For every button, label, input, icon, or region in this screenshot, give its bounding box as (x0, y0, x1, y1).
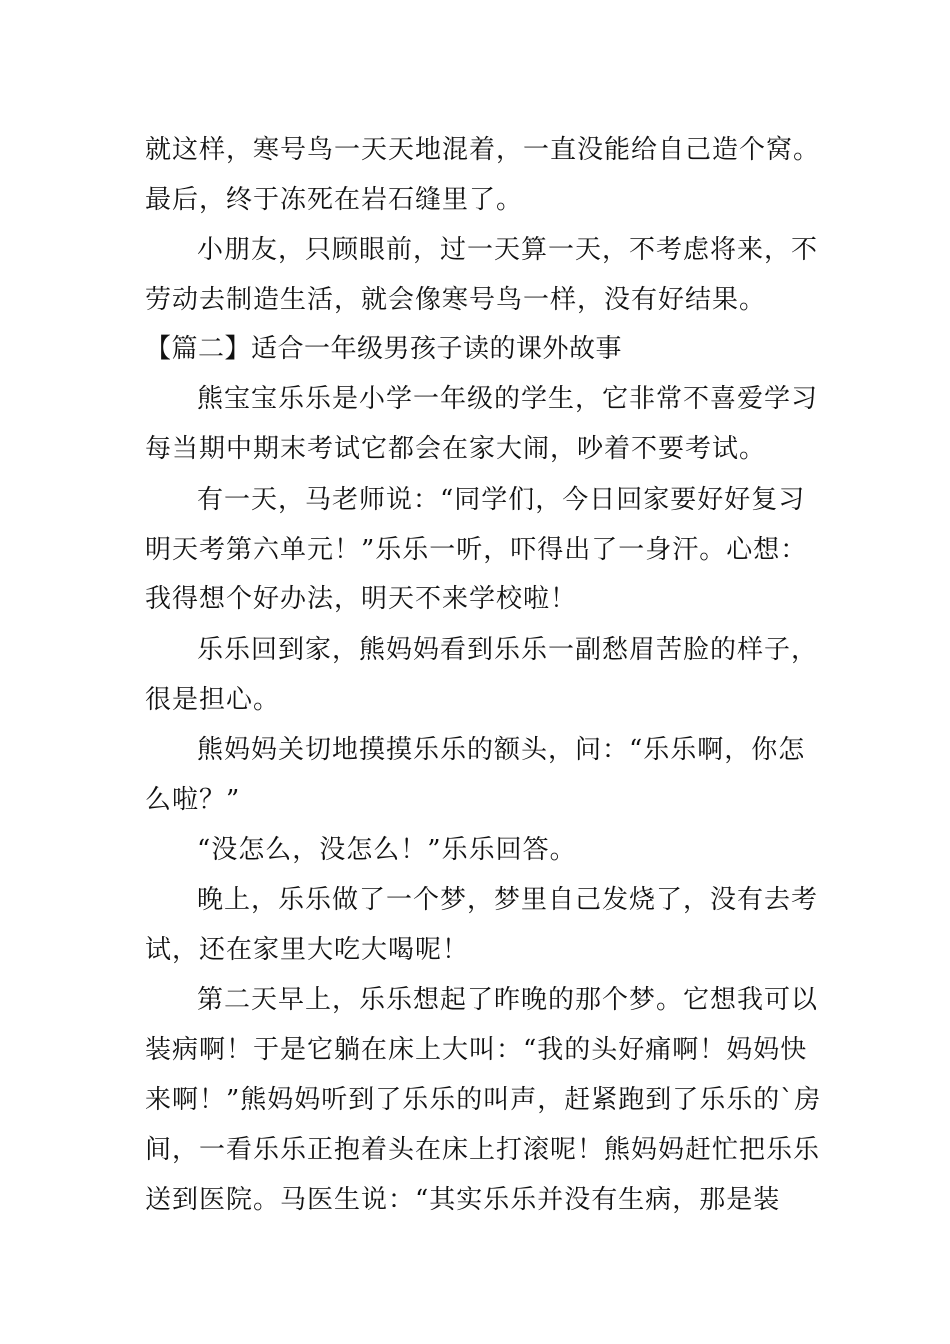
paragraph-line: “没怎么，没怎么！”乐乐回答。 (197, 835, 577, 865)
paragraph-line: 熊妈妈关切地摸摸乐乐的额头，问：“乐乐啊，你怎 (197, 735, 806, 765)
paragraph-line: 么啦？” (145, 785, 241, 815)
paragraph-line: 明天考第六单元！”乐乐一听，吓得出了一身汗。心想： (145, 535, 808, 565)
paragraph-line: 第二天早上，乐乐想起了昨晚的那个梦。它想我可以 (197, 985, 819, 1015)
paragraph-line: 装病啊！于是它躺在床上大叫：“我的头好痛啊！妈妈快 (145, 1035, 808, 1065)
paragraph-line: 劳动去制造生活，就会像寒号鸟一样，没有好结果。 (145, 285, 767, 315)
paragraph-line: 送到医院。马医生说：“其实乐乐并没有生病，那是装 (145, 1185, 781, 1215)
paragraph-line: 有一天，马老师说：“同学们，今日回家要好好复习 (197, 485, 806, 515)
paragraph-line: 熊宝宝乐乐是小学一年级的学生，它非常不喜爱学习 (197, 384, 819, 414)
paragraph-line: 就这样，寒号鸟一天天地混着，一直没能给自己造个窝。 (145, 135, 821, 165)
paragraph-line: 我得想个好办法，明天不来学校啦！ (145, 584, 578, 614)
paragraph-line: 每当期中期末考试它都会在家大闹，吵着不要考试。 (145, 434, 767, 464)
paragraph-line: 乐乐回到家，熊妈妈看到乐乐一副愁眉苦脸的样子， (197, 635, 819, 665)
paragraph-line: 最后，终于冻死在岩石缝里了。 (145, 185, 524, 215)
paragraph-line: 来啊！”熊妈妈听到了乐乐的叫声，赶紧跑到了乐乐的`房 (145, 1085, 822, 1115)
paragraph-line: 小朋友，只顾眼前，过一天算一天，不考虑将来，不 (197, 235, 819, 265)
paragraph-line: 试，还在家里大吃大喝呢！ (145, 935, 470, 965)
paragraph-line: 间，一看乐乐正抱着头在床上打滚呢！熊妈妈赶忙把乐乐 (145, 1135, 821, 1165)
section-heading: 【篇二】适合一年级男孩子读的课外故事 (145, 334, 623, 364)
paragraph-line: 很是担心。 (145, 685, 281, 715)
paragraph-line: 晚上，乐乐做了一个梦，梦里自己发烧了，没有去考 (197, 885, 819, 915)
